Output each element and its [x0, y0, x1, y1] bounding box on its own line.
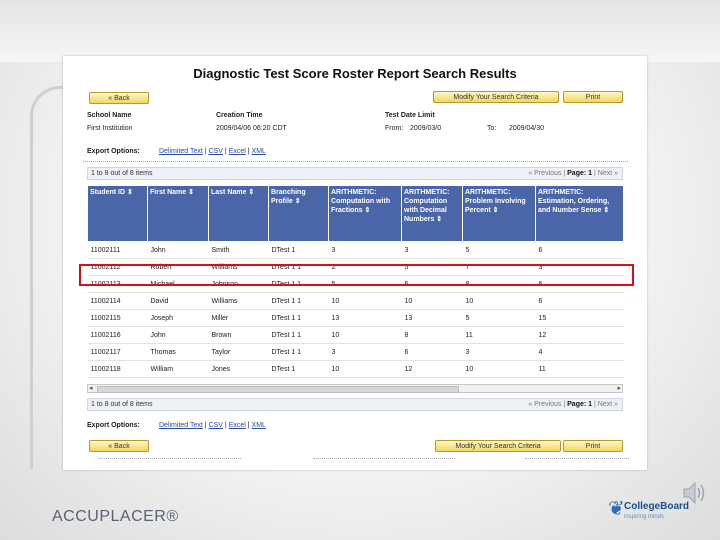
modify-search-button[interactable]: Modify Your Search Criteria [433, 91, 559, 103]
results-count: 1 to 8 out of 8 items [91, 170, 153, 177]
pagination: « Previous | Page: 1 | Next » [528, 170, 618, 177]
acorn-icon: ❦ [608, 498, 625, 520]
table-cell: 3 [402, 242, 463, 259]
table-cell: 11002114 [88, 293, 148, 310]
creation-value: 2009/04/06 06:20 CDT [216, 125, 287, 132]
column-header[interactable]: ARITHMETIC: Estimation, Ordering, and Number Sense ⇕ [536, 186, 624, 242]
table-cell: 12 [536, 327, 624, 344]
print-button[interactable]: Print [563, 440, 623, 452]
export-csv-link[interactable]: CSV [208, 422, 223, 429]
table-cell: 7 [463, 259, 536, 276]
export-xml-link[interactable]: XML [251, 148, 266, 155]
table-cell: 11002112 [88, 259, 148, 276]
table-cell: 6 [402, 344, 463, 361]
to-value: 2009/04/30 [509, 125, 545, 132]
table-cell: 11002111 [88, 242, 148, 259]
column-header[interactable]: First Name ⇕ [148, 186, 209, 242]
back-button[interactable]: « Back [89, 92, 149, 104]
table-cell: 3 [463, 344, 536, 361]
export-excel-link[interactable]: Excel [228, 422, 246, 429]
table-cell: DTest 1 [269, 242, 329, 259]
results-bar-bottom [87, 398, 623, 411]
export-options-label: Export Options: [87, 148, 140, 155]
scroll-right-icon[interactable]: ▸ [617, 385, 621, 392]
previous-link[interactable]: « Previous [528, 401, 562, 408]
table-cell: DTest 1 1 [269, 327, 329, 344]
export-xml-link[interactable]: XML [251, 422, 266, 429]
table-cell: Thomas [148, 344, 209, 361]
table-cell: 10 [463, 361, 536, 378]
table-cell: 3 [329, 344, 402, 361]
table-row [88, 344, 624, 361]
table-cell: 6 [536, 276, 624, 293]
scroll-thumb[interactable] [97, 386, 459, 393]
table-row [88, 361, 624, 378]
column-header[interactable]: ARITHMETIC: Computation with Decimal Numbers ⇕ [402, 186, 463, 242]
school-value: First Institution [87, 125, 133, 132]
to-label: To: [487, 125, 497, 132]
table-cell: Joseph [148, 310, 209, 327]
school-label: School Name [87, 112, 132, 119]
table-cell: Williams [209, 293, 269, 310]
top-band [0, 0, 720, 62]
table-cell: Robert [148, 259, 209, 276]
table-cell: 6 [402, 276, 463, 293]
table-cell: Brown [209, 327, 269, 344]
table-cell: 3 [329, 242, 402, 259]
table-cell: 8 [402, 327, 463, 344]
export-excel-link[interactable]: Excel [228, 148, 246, 155]
table-cell: 8 [463, 276, 536, 293]
collegeboard-name: CollegeBoard [624, 501, 690, 512]
column-header[interactable]: Branching Profile ⇕ [269, 186, 329, 242]
back-button[interactable]: « Back [89, 440, 149, 452]
column-header[interactable]: ARITHMETIC: Problem Involving Percent ⇕ [463, 186, 536, 242]
from-value: 2009/03/0 [410, 125, 442, 132]
table-cell: Miller [209, 310, 269, 327]
footer-rule [313, 458, 455, 459]
export-csv-link[interactable]: CSV [208, 148, 223, 155]
previous-link[interactable]: « Previous [528, 170, 562, 177]
page-title: Diagnostic Test Score Roster Report Search Results [193, 66, 517, 81]
table-cell: 10 [463, 293, 536, 310]
table-row [88, 293, 624, 310]
table-cell: 13 [402, 310, 463, 327]
table-cell: 3 [536, 259, 624, 276]
table-cell: 10 [329, 327, 402, 344]
table-cell: 12 [402, 361, 463, 378]
table-cell: Taylor [209, 344, 269, 361]
creation-label: Creation Time [216, 112, 263, 119]
table-cell: 6 [536, 242, 624, 259]
results-count: 1 to 8 out of 8 items [91, 401, 153, 408]
table-cell: John [148, 327, 209, 344]
current-page: Page: 1 [567, 401, 593, 408]
table-cell: 5 [463, 242, 536, 259]
export-delimited-link[interactable]: Delimited Text [159, 422, 203, 429]
accuplacer-logo: ACCUPLACER® [52, 508, 179, 525]
speaker-icon[interactable] [680, 478, 710, 508]
table-cell: 15 [536, 310, 624, 327]
divider [83, 161, 628, 162]
date-limit-label: Test Date Limit [385, 112, 435, 119]
table-row [88, 327, 624, 344]
scroll-left-icon[interactable]: ◂ [89, 385, 93, 392]
table-cell: Jones [209, 361, 269, 378]
current-page: Page: 1 [567, 170, 593, 177]
table-body [88, 242, 624, 378]
table-cell: Williams [209, 259, 269, 276]
export-links: Delimited Text | CSV | Excel | XML [159, 422, 266, 429]
column-header[interactable]: ARITHMETIC: Computation with Fractions ⇕ [329, 186, 402, 242]
table-cell: 2 [329, 259, 402, 276]
pagination: « Previous | Page: 1 | Next » [528, 401, 618, 408]
footer-rule [525, 458, 629, 459]
horizontal-scrollbar[interactable] [87, 384, 623, 393]
table-cell: 11002115 [88, 310, 148, 327]
from-label: From: [385, 125, 404, 132]
export-links: Delimited Text | CSV | Excel | XML [159, 148, 266, 155]
table-cell: 4 [536, 344, 624, 361]
print-button[interactable]: Print [563, 91, 623, 103]
collegeboard-tagline: inspiring minds [624, 514, 665, 520]
table-cell: 11002117 [88, 344, 148, 361]
modify-search-button[interactable]: Modify Your Search Criteria [435, 440, 561, 452]
row-highlight-box [79, 264, 634, 286]
table-cell: Michael [148, 276, 209, 293]
table-cell: 10 [329, 293, 402, 310]
table-cell: DTest 1 1 [269, 310, 329, 327]
table-cell: William [148, 361, 209, 378]
table-cell: Johnson [209, 276, 269, 293]
table-cell: DTest 1 1 [269, 276, 329, 293]
table-cell: 5 [463, 310, 536, 327]
next-link[interactable]: Next » [597, 170, 618, 177]
table-cell: John [148, 242, 209, 259]
table-cell: DTest 1 1 [269, 259, 329, 276]
footer-rule [99, 458, 241, 459]
table-header-row [88, 186, 624, 242]
export-options-label: Export Options: [87, 422, 140, 429]
table-row [88, 310, 624, 327]
table-cell: 6 [536, 293, 624, 310]
report-page [63, 56, 647, 470]
column-header[interactable]: Student ID ⇕ [88, 186, 148, 242]
table-cell: 5 [402, 259, 463, 276]
table-cell: David [148, 293, 209, 310]
table-cell: DTest 1 [269, 361, 329, 378]
table-cell: 10 [329, 361, 402, 378]
next-link[interactable]: Next » [597, 401, 618, 408]
table-cell: DTest 1 1 [269, 293, 329, 310]
results-bar-top [87, 167, 623, 180]
table-cell: 11 [463, 327, 536, 344]
table-cell: 11002118 [88, 361, 148, 378]
export-delimited-link[interactable]: Delimited Text [159, 148, 203, 155]
table-cell: DTest 1 1 [269, 344, 329, 361]
table-row [88, 242, 624, 259]
table-cell: 11002116 [88, 327, 148, 344]
column-header[interactable]: Last Name ⇕ [209, 186, 269, 242]
table-cell: 11002113 [88, 276, 148, 293]
collegeboard-logo [608, 494, 690, 524]
table-cell: 5 [329, 276, 402, 293]
table-cell: 13 [329, 310, 402, 327]
table-cell: 10 [402, 293, 463, 310]
table-cell: 11 [536, 361, 624, 378]
table-cell: Smith [209, 242, 269, 259]
